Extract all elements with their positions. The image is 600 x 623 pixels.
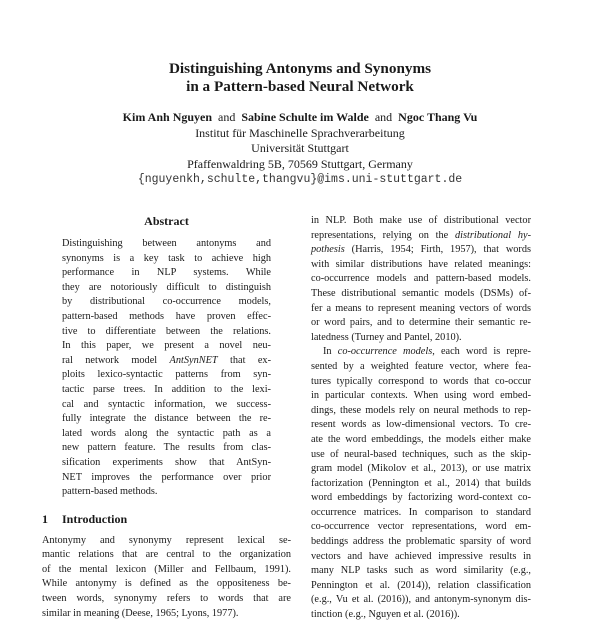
text-line: NET improves the performance over prior <box>62 471 271 483</box>
text-line: While antonymy is defined as the oppositeness be- <box>42 578 291 590</box>
text-line: Distinguishing between antonyms and <box>62 238 271 249</box>
text-line: ate the word embeddings, the models either make <box>311 433 531 445</box>
paper-title <box>0 60 600 96</box>
text-line: similar in meaning (Deese, 1965; Lyons, 1977). <box>42 607 239 619</box>
section-heading-introduction <box>42 512 291 526</box>
abstract-heading: Abstract <box>144 214 189 228</box>
text-line: vectors and have achieved impressive results in <box>311 550 531 562</box>
text-line: factorization (Pennington et al., 2014) that builds <box>311 477 531 489</box>
text-line: co-occurrence models and pattern-based models. <box>311 273 531 285</box>
author-2: Sabine Schulte im Walde <box>241 110 369 124</box>
text-line: tinction (e.g., Nguyen et al. (2016)). <box>311 609 460 621</box>
text-line: In this paper, we present a novel neu- <box>62 340 271 352</box>
text-line: tactic parse trees. In addition to the lexi- <box>62 383 271 395</box>
text-line: by distributional co-occurrence models, <box>62 296 271 308</box>
text-line: ral network model AntSynNET that ex- <box>62 354 271 366</box>
right-column <box>311 214 531 623</box>
author-separator: and <box>374 110 393 124</box>
text-line: fer a means to represent meaning vectors of words <box>311 302 531 314</box>
institute: Institut für Maschinelle Sprachverarbeitung <box>195 125 405 140</box>
text-line: use of neural-based techniques, such as the skip- <box>311 448 531 460</box>
text-line: new pattern feature. The results from clas- <box>62 442 271 454</box>
text-line: latedness (Turney and Pantel, 2010). <box>311 331 462 343</box>
text-line: resent words as low-dimensional vectors. To cre- <box>311 419 531 431</box>
left-column <box>42 214 291 621</box>
text-line: they are notoriously difficult to distinguish <box>62 281 271 293</box>
text-line: co-occurrence vector representations, word em- <box>311 521 531 533</box>
text-line: in NLP. Both make use of distributional vector <box>311 215 531 226</box>
text-line: Pennington et al. (2014)), relation classification <box>311 579 531 591</box>
text-line: tween words, synonymy refers to words that are <box>42 593 291 605</box>
text-line: In co-occurrence models, each word is repre- <box>323 346 531 358</box>
text-line: Antonymy and synonymy represent lexical se- <box>42 534 291 546</box>
address: Pfaffenwaldring 5B, 70569 Stuttgart, Germany <box>187 156 413 171</box>
text-line: pattern-based methods have proven effec- <box>62 310 271 322</box>
intro-paragraph-2 <box>311 345 531 622</box>
text-line: pothesis (Harris, 1954; Firth, 1957), that words <box>311 244 531 256</box>
text-line: tive to differentiate between the relations. <box>62 325 271 337</box>
email: {nguyenkh,schulte,thangvu}@ims.uni-stuttgart.de <box>137 173 463 186</box>
text-line: beddings address the problematic sparsity of word <box>311 536 531 548</box>
text-line: fully integrate the distance between the re- <box>62 413 271 425</box>
text-line: mantic relations that are central to the organization <box>42 549 291 561</box>
abstract-body <box>62 237 271 500</box>
text-line: pattern-based methods. <box>62 486 158 498</box>
text-line: lated words along the syntactic path as a <box>62 427 271 439</box>
text-line: ploits lexico-syntactic patterns from syn- <box>62 369 271 381</box>
title-line-1: Distinguishing Antonyms and Synonyms <box>168 60 432 77</box>
title-line-2: in a Pattern-based Neural Network <box>186 78 414 95</box>
text-line: in particular contexts. When using word embed- <box>311 390 531 402</box>
text-line: or word pairs, and to determine their semantic re- <box>311 317 531 329</box>
text-line: sification experiments show that AntSyn- <box>62 456 271 468</box>
text-line: representations, relying on the distributional hy- <box>311 229 531 241</box>
text-line: tures typically correspond to words that co-occur <box>311 375 531 387</box>
university: Universität Stuttgart <box>251 141 349 155</box>
text-line: These distributional semantic models (DSMs) of- <box>311 287 531 299</box>
text-line: dings, these models rely on neural methods to rep- <box>311 404 531 416</box>
intro-paragraph-continued <box>311 214 531 345</box>
text-line: many NLP tasks such as word similarity (e.g., <box>311 565 531 577</box>
text-line: (e.g., Vu et al. (2016)), and antonym-synonym dis- <box>311 594 531 606</box>
text-line: performance in NLP systems. While <box>62 267 271 279</box>
text-line: with similar distributions have related meanings: <box>311 258 531 270</box>
text-line: sented by a weighted feature vector, where fea- <box>311 360 531 372</box>
author-1: Kim Anh Nguyen <box>122 110 213 124</box>
section-number: 1 <box>42 511 48 526</box>
intro-paragraph-1 <box>42 534 291 622</box>
text-line: of the mental lexicon (Miller and Fellbaum, 1991). <box>42 563 291 575</box>
text-line: occurrence matrices. In comparison to standard <box>311 506 531 518</box>
text-line: synonyms is a key task to achieve high <box>62 252 271 264</box>
author-block <box>0 110 600 188</box>
section-title: Introduction <box>62 511 128 526</box>
text-line: word embeddings by factorizing word-context co- <box>311 492 531 504</box>
text-line: cal and syntactic information, we success- <box>62 398 271 410</box>
author-3: Ngoc Thang Vu <box>398 110 478 124</box>
author-separator: and <box>218 110 236 124</box>
author-list <box>0 110 600 126</box>
text-line: gram model (Mikolov et al., 2013), or use matrix <box>311 463 531 475</box>
